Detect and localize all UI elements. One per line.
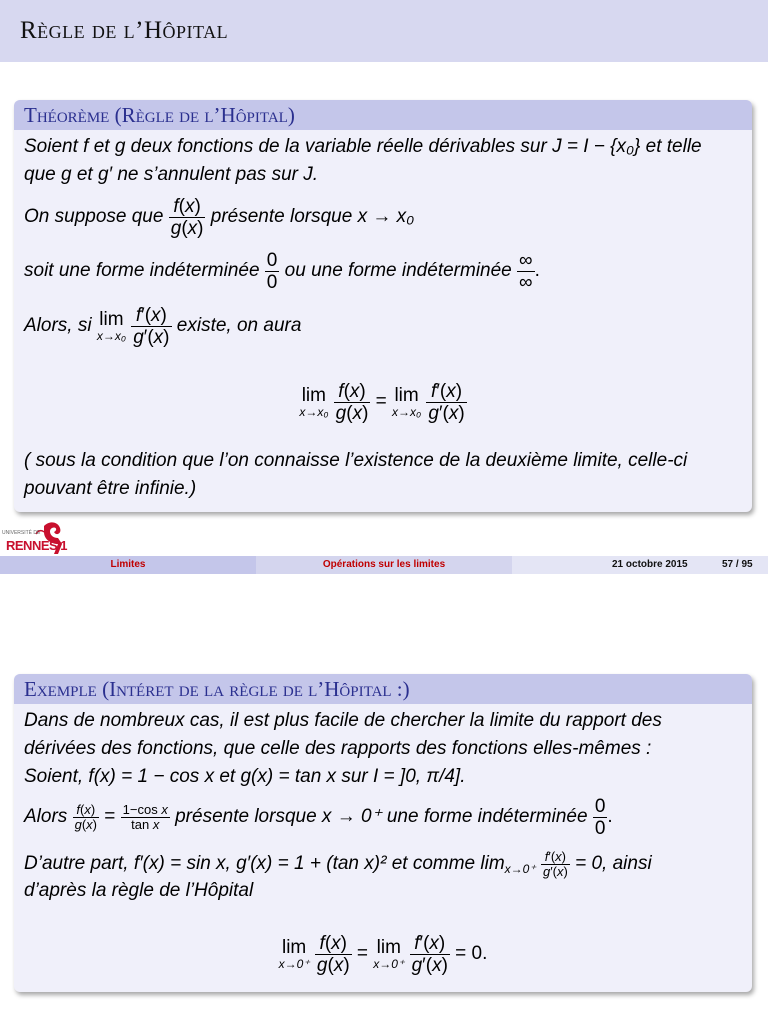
fraction-zero-over-zero: $\frac{0}{0}$ (266, 249, 278, 293)
example-line-5-post: = 0, ainsi (575, 853, 652, 874)
theorem-line-2: que g et g′ ne s’annulent pas sur J. (24, 164, 319, 185)
fraction-f-over-g-small: $\frac{f(x)}{g(x)}$ (74, 801, 97, 832)
theorem-line-3 (24, 192, 414, 242)
slide-footer (0, 556, 768, 574)
fraction-inf-over-inf: $\frac{\infty}{\infty}$ (519, 249, 533, 293)
logo-small-text: UNIVERSITÉ DE (2, 530, 41, 536)
footer-section-left[interactable]: Limites (0, 556, 256, 574)
example-line-4-pre: Alors (24, 806, 68, 827)
theorem-line-1: Soient f et g deux fonctions de la variable réelle dérivables sur J = I − {x₀} et telle (24, 136, 702, 157)
theorem-line-4-pre: soit une forme indéterminée (24, 260, 260, 281)
example-line-1: Dans de nombreux cas, il est plus facile de chercher la limite du rapport des (24, 710, 662, 731)
example-main-equation: lim x→0⁺ $\frac{f(x)}{g(x)}$ = lim x→0⁺ $\frac{f'(x)}{g'(x)}$ = 0. (278, 932, 488, 976)
theorem-block-header (14, 100, 752, 130)
theorem-note-2: pouvant être infinie.) (24, 478, 197, 499)
fraction-fprime-over-gprime: $\frac{f'(x)}{g'(x)}$ (133, 304, 170, 348)
slide-hopital-example (0, 576, 768, 1024)
frame-title-bar (0, 0, 768, 62)
theorem-line-3-post: présente lorsque x → x₀ (210, 206, 415, 227)
frame-title: Règle de l’Hôpital (20, 17, 229, 44)
example-block-title: Exemple (Intéret de la règle de l’Hôpital :) (24, 677, 410, 701)
example-line-4: Alors $\frac{f(x)}{g(x)}$ = $\frac{\text{1−cos x}}{\text{tan x}}$ présente lorsque x → 0⁺ une forme indéterminée $\frac{0}{0}$ . (24, 795, 613, 839)
example-line-6: d’après la règle de l’Hôpital (24, 880, 254, 901)
theorem-note-1: ( sous la condition que l’on connaisse l’existence de la deuxième limite, celle-ci (24, 450, 688, 471)
example-block (14, 674, 752, 992)
example-line-2: dérivées des fonctions, que celle des rapports des fonctions elles-mêmes : (24, 738, 652, 759)
theorem-block (14, 100, 752, 512)
theorem-block-title: Théorème (Règle de l’Hôpital) (24, 103, 295, 127)
theorem-line-3-pre: On suppose que (24, 206, 164, 227)
fraction-f-over-g: $\frac{f(x)}{g(x)}$ (170, 195, 204, 239)
fraction-zero-over-zero-2: $\frac{0}{0}$ (594, 795, 606, 839)
theorem-line-4: soit une forme indéterminée $\frac{0}{0}$ ou une forme indéterminée $\frac{\infty}{\infty}$ . (24, 249, 540, 293)
example-line-5: D’autre part, f′(x) = sin x, g′(x) = 1 + (tan x)² et comme lim x→0⁺ $\frac{f'(x)}{g'(x)}$ = 0, ainsi (24, 848, 652, 879)
example-line-5-pre: D’autre part, f′(x) = sin x, g′(x) = 1 + (tan x)² et comme lim (24, 853, 505, 874)
logo-text: RENNES 1 (6, 538, 68, 553)
theorem-line-5-pre: Alors, si (24, 315, 92, 336)
footer-section-right (512, 556, 768, 574)
footer-page-number: 57 / 95 (722, 559, 753, 570)
fraction-fprime-over-gprime-small: $\frac{f'(x)}{g'(x)}$ (542, 848, 568, 879)
footer-date: 21 octobre 2015 (612, 559, 688, 570)
example-line-4-post: présente lorsque x → 0⁺ une forme indéterminée (175, 806, 588, 827)
theorem-line-5 (24, 300, 301, 352)
fraction-cos-over-tan: $\frac{\text{1−cos x}}{\text{tan x}}$ (122, 801, 168, 832)
theorem-main-equation: lim x→x₀ $\frac{f(x)}{g(x)}$ = lim x→x₀ $\frac{f'(x)}{g'(x)}$ (299, 380, 465, 424)
footer-section-center[interactable]: Opérations sur les limites (256, 556, 512, 574)
theorem-line-4-mid: ou une forme indéterminée (284, 260, 512, 281)
example-line-3: Soient, f(x) = 1 − cos x et g(x) = tan x sur I = ]0, π/4]. (24, 766, 466, 787)
university-logo (0, 520, 70, 556)
limit-operator: lim x→x₀ (96, 309, 126, 343)
theorem-line-5-post: existe, on aura (176, 315, 302, 336)
example-block-header (14, 674, 752, 704)
